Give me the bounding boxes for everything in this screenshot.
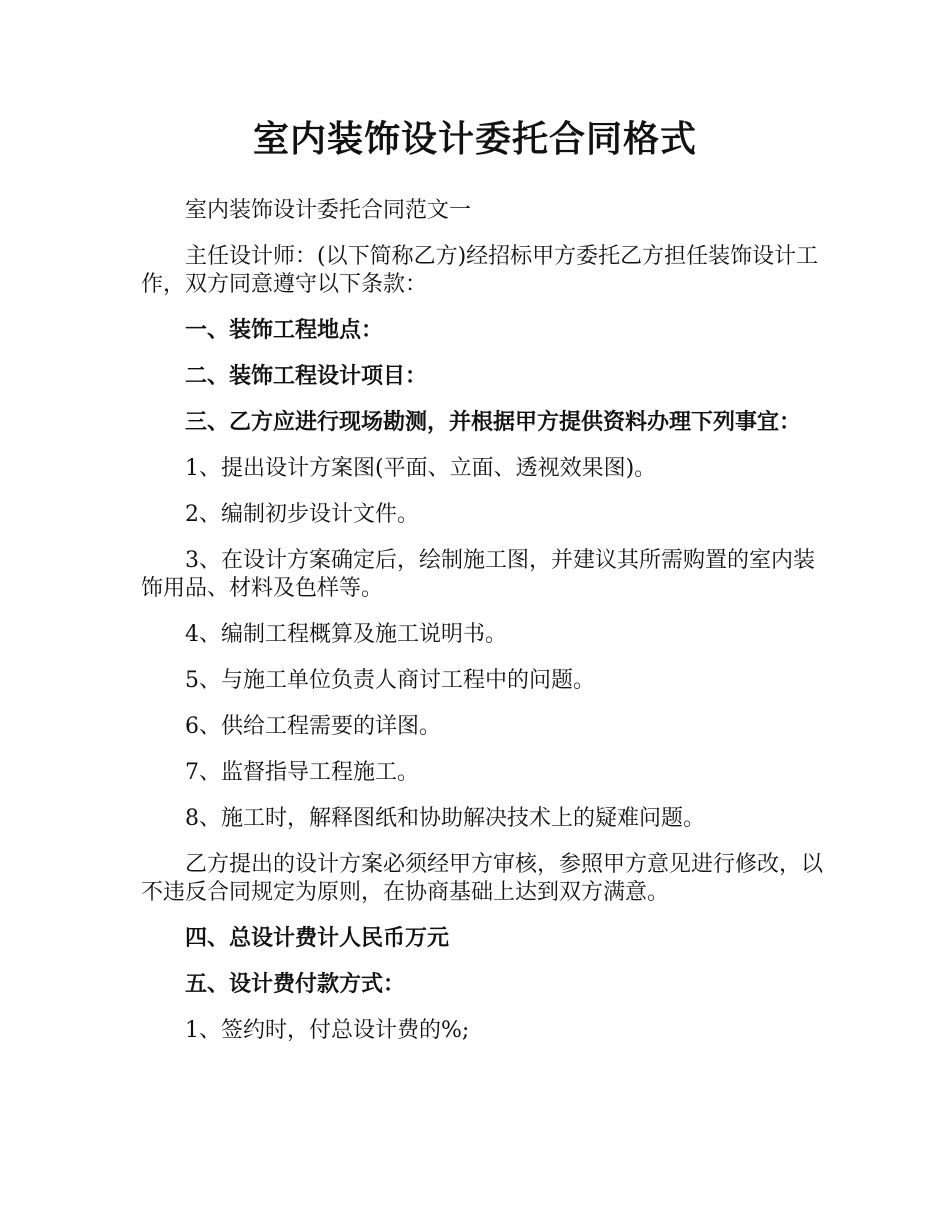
- list-item: 4、编制工程概算及施工说明书。: [185, 622, 507, 647]
- list-item: 5、与施工单位负责人商讨工程中的问题。: [185, 668, 595, 693]
- list-item: 1、签约时，付总设计费的%;: [185, 1018, 470, 1043]
- list-item: 1、提出设计方案图(平面、立面、透视效果图)。: [185, 456, 657, 481]
- paragraph: 主任设计师：(以下简称乙方)经招标甲方委托乙方担任装饰设计工作，双方同意遵守以下条款：: [141, 244, 819, 297]
- list-item: 8、施工时，解释图纸和协助解决技术上的疑难问题。: [185, 806, 705, 831]
- section-heading: 五、设计费付款方式：: [185, 972, 406, 997]
- section-heading: 三、乙方应进行现场勘测，并根据甲方提供资料办理下列事宜：: [185, 410, 802, 435]
- section-heading: 二、装饰工程设计项目：: [185, 364, 428, 389]
- section-heading: 四、总设计费计人民币万元: [185, 926, 450, 951]
- document-body: [141, 197, 831, 1063]
- paragraph: 室内装饰设计委托合同范文一: [185, 198, 472, 223]
- list-item: 6、供给工程需要的详图。: [185, 714, 441, 739]
- list-item: 2、编制初步设计文件。: [185, 502, 419, 527]
- list-item: 7、监督指导工程施工。: [185, 760, 419, 785]
- list-item: 3、在设计方案确定后，绘制施工图，并建议其所需购置的室内装饰用品、材料及色样等。: [141, 548, 815, 601]
- paragraph: 乙方提出的设计方案必须经甲方审核，参照甲方意见进行修改，以不违反合同规定为原则，在协商基础上达到双方满意。: [141, 852, 824, 905]
- section-heading: 一、装饰工程地点：: [185, 318, 384, 343]
- document-title: 室内装饰设计委托合同格式: [252, 119, 697, 160]
